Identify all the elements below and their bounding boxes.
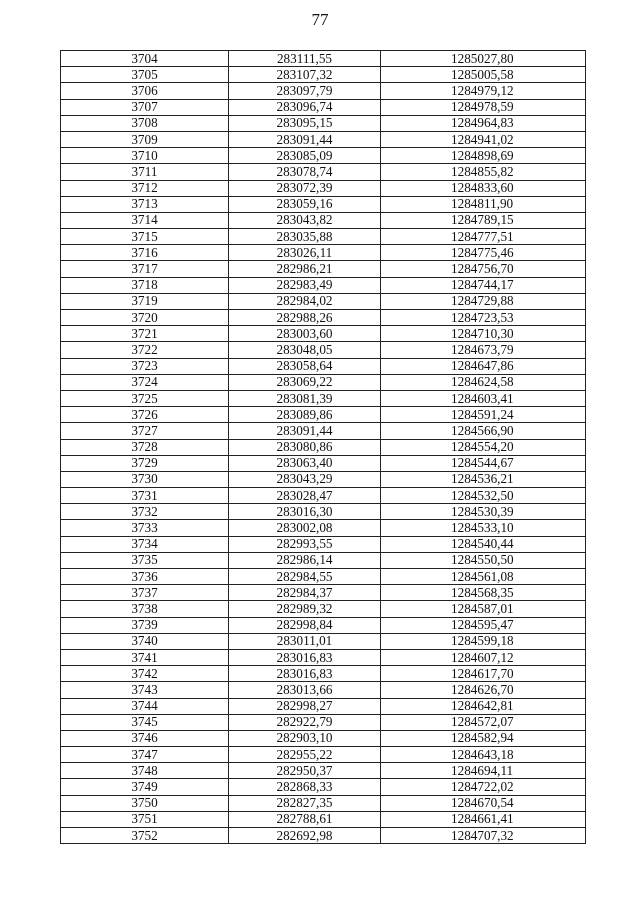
x-coordinate-cell: 282692,98	[229, 828, 381, 844]
point-number-cell: 3720	[61, 310, 229, 326]
x-coordinate-cell: 282950,37	[229, 763, 381, 779]
point-number-cell: 3725	[61, 390, 229, 406]
table-row	[61, 51, 586, 67]
table-row	[61, 293, 586, 309]
x-coordinate-cell: 283096,74	[229, 99, 381, 115]
point-number-cell: 3730	[61, 471, 229, 487]
y-coordinate-cell: 1284624,58	[381, 374, 586, 390]
table-row	[61, 374, 586, 390]
table-row	[61, 229, 586, 245]
table-row	[61, 148, 586, 164]
y-coordinate-cell: 1284811,90	[381, 196, 586, 212]
y-coordinate-cell: 1284561,08	[381, 569, 586, 585]
x-coordinate-cell: 282998,27	[229, 698, 381, 714]
x-coordinate-cell: 283016,83	[229, 649, 381, 665]
table-row	[61, 504, 586, 520]
x-coordinate-cell: 283072,39	[229, 180, 381, 196]
point-number-cell: 3732	[61, 504, 229, 520]
x-coordinate-cell: 283059,16	[229, 196, 381, 212]
y-coordinate-cell: 1284710,30	[381, 326, 586, 342]
table-row	[61, 828, 586, 844]
x-coordinate-cell: 283089,86	[229, 407, 381, 423]
table-row	[61, 180, 586, 196]
y-coordinate-cell: 1284599,18	[381, 633, 586, 649]
point-number-cell: 3751	[61, 811, 229, 827]
table-row	[61, 261, 586, 277]
y-coordinate-cell: 1284722,02	[381, 779, 586, 795]
x-coordinate-cell: 283058,64	[229, 358, 381, 374]
x-coordinate-cell: 283035,88	[229, 229, 381, 245]
table-row	[61, 342, 586, 358]
x-coordinate-cell: 282788,61	[229, 811, 381, 827]
x-coordinate-cell: 282922,79	[229, 714, 381, 730]
point-number-cell: 3712	[61, 180, 229, 196]
point-number-cell: 3717	[61, 261, 229, 277]
x-coordinate-cell: 282984,02	[229, 293, 381, 309]
point-number-cell: 3724	[61, 374, 229, 390]
y-coordinate-cell: 1284530,39	[381, 504, 586, 520]
point-number-cell: 3704	[61, 51, 229, 67]
point-number-cell: 3735	[61, 552, 229, 568]
x-coordinate-cell: 283095,15	[229, 115, 381, 131]
point-number-cell: 3726	[61, 407, 229, 423]
point-number-cell: 3743	[61, 682, 229, 698]
y-coordinate-cell: 1284707,32	[381, 828, 586, 844]
point-number-cell: 3736	[61, 569, 229, 585]
table-row	[61, 666, 586, 682]
table-row	[61, 520, 586, 536]
table-row	[61, 131, 586, 147]
y-coordinate-cell: 1284603,41	[381, 390, 586, 406]
table-row	[61, 390, 586, 406]
x-coordinate-cell: 283085,09	[229, 148, 381, 164]
table-row	[61, 649, 586, 665]
x-coordinate-cell: 283069,22	[229, 374, 381, 390]
y-coordinate-cell: 1284833,60	[381, 180, 586, 196]
x-coordinate-cell: 283048,05	[229, 342, 381, 358]
x-coordinate-cell: 283043,29	[229, 471, 381, 487]
point-number-cell: 3745	[61, 714, 229, 730]
y-coordinate-cell: 1284756,70	[381, 261, 586, 277]
x-coordinate-cell: 283026,11	[229, 245, 381, 261]
table-row	[61, 407, 586, 423]
y-coordinate-cell: 1284626,70	[381, 682, 586, 698]
point-number-cell: 3716	[61, 245, 229, 261]
table-row	[61, 536, 586, 552]
table-row	[61, 730, 586, 746]
y-coordinate-cell: 1284775,46	[381, 245, 586, 261]
point-number-cell: 3741	[61, 649, 229, 665]
x-coordinate-cell: 282868,33	[229, 779, 381, 795]
y-coordinate-cell: 1284617,70	[381, 666, 586, 682]
y-coordinate-cell: 1284582,94	[381, 730, 586, 746]
x-coordinate-cell: 283107,32	[229, 67, 381, 83]
y-coordinate-cell: 1284587,01	[381, 601, 586, 617]
y-coordinate-cell: 1284898,69	[381, 148, 586, 164]
table-row	[61, 763, 586, 779]
table-row	[61, 779, 586, 795]
y-coordinate-cell: 1284670,54	[381, 795, 586, 811]
point-number-cell: 3740	[61, 633, 229, 649]
y-coordinate-cell: 1284789,15	[381, 212, 586, 228]
x-coordinate-cell: 283063,40	[229, 455, 381, 471]
table-row	[61, 552, 586, 568]
x-coordinate-cell: 283011,01	[229, 633, 381, 649]
page-number: 77	[311, 10, 329, 29]
x-coordinate-cell: 282903,10	[229, 730, 381, 746]
x-coordinate-cell: 282988,26	[229, 310, 381, 326]
point-number-cell: 3739	[61, 617, 229, 633]
x-coordinate-cell: 282984,37	[229, 585, 381, 601]
table-row	[61, 714, 586, 730]
x-coordinate-cell: 283002,08	[229, 520, 381, 536]
x-coordinate-cell: 283016,83	[229, 666, 381, 682]
x-coordinate-cell: 283028,47	[229, 488, 381, 504]
x-coordinate-cell: 282955,22	[229, 747, 381, 763]
table-row	[61, 633, 586, 649]
y-coordinate-cell: 1284855,82	[381, 164, 586, 180]
point-number-cell: 3746	[61, 730, 229, 746]
point-number-cell: 3718	[61, 277, 229, 293]
x-coordinate-cell: 282993,55	[229, 536, 381, 552]
point-number-cell: 3737	[61, 585, 229, 601]
x-coordinate-cell: 282983,49	[229, 277, 381, 293]
x-coordinate-cell: 282986,14	[229, 552, 381, 568]
y-coordinate-cell: 1284568,35	[381, 585, 586, 601]
table-row	[61, 455, 586, 471]
x-coordinate-cell: 283078,74	[229, 164, 381, 180]
x-coordinate-cell: 283081,39	[229, 390, 381, 406]
y-coordinate-cell: 1284964,83	[381, 115, 586, 131]
y-coordinate-cell: 1284595,47	[381, 617, 586, 633]
x-coordinate-cell: 283091,44	[229, 131, 381, 147]
y-coordinate-cell: 1284544,67	[381, 455, 586, 471]
point-number-cell: 3752	[61, 828, 229, 844]
point-number-cell: 3731	[61, 488, 229, 504]
point-number-cell: 3748	[61, 763, 229, 779]
x-coordinate-cell: 283097,79	[229, 83, 381, 99]
table-row	[61, 310, 586, 326]
table-row	[61, 585, 586, 601]
x-coordinate-cell: 283016,30	[229, 504, 381, 520]
y-coordinate-cell: 1285005,58	[381, 67, 586, 83]
point-number-cell: 3722	[61, 342, 229, 358]
table-row	[61, 196, 586, 212]
point-number-cell: 3714	[61, 212, 229, 228]
y-coordinate-cell: 1284978,59	[381, 99, 586, 115]
y-coordinate-cell: 1284607,12	[381, 649, 586, 665]
point-number-cell: 3729	[61, 455, 229, 471]
point-number-cell: 3713	[61, 196, 229, 212]
table-row	[61, 601, 586, 617]
table-row	[61, 83, 586, 99]
y-coordinate-cell: 1284554,20	[381, 439, 586, 455]
y-coordinate-cell: 1284642,81	[381, 698, 586, 714]
table-row	[61, 747, 586, 763]
x-coordinate-cell: 282998,84	[229, 617, 381, 633]
table-row	[61, 277, 586, 293]
table-row	[61, 811, 586, 827]
point-number-cell: 3744	[61, 698, 229, 714]
y-coordinate-cell: 1284536,21	[381, 471, 586, 487]
table-row	[61, 569, 586, 585]
table-row	[61, 682, 586, 698]
y-coordinate-cell: 1284673,79	[381, 342, 586, 358]
point-number-cell: 3734	[61, 536, 229, 552]
y-coordinate-cell: 1284723,53	[381, 310, 586, 326]
x-coordinate-cell: 282989,32	[229, 601, 381, 617]
table-row	[61, 67, 586, 83]
point-number-cell: 3738	[61, 601, 229, 617]
x-coordinate-cell: 283111,55	[229, 51, 381, 67]
y-coordinate-cell: 1284694,11	[381, 763, 586, 779]
x-coordinate-cell: 283013,66	[229, 682, 381, 698]
point-number-cell: 3708	[61, 115, 229, 131]
table-row	[61, 115, 586, 131]
y-coordinate-cell: 1284532,50	[381, 488, 586, 504]
y-coordinate-cell: 1284643,18	[381, 747, 586, 763]
point-number-cell: 3727	[61, 423, 229, 439]
point-number-cell: 3728	[61, 439, 229, 455]
table-row	[61, 617, 586, 633]
coordinates-table-body	[61, 51, 586, 844]
y-coordinate-cell: 1284550,50	[381, 552, 586, 568]
y-coordinate-cell: 1284941,02	[381, 131, 586, 147]
point-number-cell: 3723	[61, 358, 229, 374]
table-row	[61, 358, 586, 374]
x-coordinate-cell: 283080,86	[229, 439, 381, 455]
point-number-cell: 3709	[61, 131, 229, 147]
y-coordinate-cell: 1284729,88	[381, 293, 586, 309]
coordinates-table	[60, 50, 586, 844]
point-number-cell: 3749	[61, 779, 229, 795]
point-number-cell: 3710	[61, 148, 229, 164]
y-coordinate-cell: 1284777,51	[381, 229, 586, 245]
table-row	[61, 423, 586, 439]
point-number-cell: 3705	[61, 67, 229, 83]
y-coordinate-cell: 1284979,12	[381, 83, 586, 99]
table-row	[61, 212, 586, 228]
table-row	[61, 698, 586, 714]
table-row	[61, 245, 586, 261]
table-row	[61, 439, 586, 455]
table-row	[61, 471, 586, 487]
x-coordinate-cell: 283043,82	[229, 212, 381, 228]
point-number-cell: 3711	[61, 164, 229, 180]
x-coordinate-cell: 282984,55	[229, 569, 381, 585]
y-coordinate-cell: 1285027,80	[381, 51, 586, 67]
y-coordinate-cell: 1284647,86	[381, 358, 586, 374]
x-coordinate-cell: 283003,60	[229, 326, 381, 342]
point-number-cell: 3742	[61, 666, 229, 682]
point-number-cell: 3747	[61, 747, 229, 763]
y-coordinate-cell: 1284591,24	[381, 407, 586, 423]
x-coordinate-cell: 283091,44	[229, 423, 381, 439]
point-number-cell: 3715	[61, 229, 229, 245]
y-coordinate-cell: 1284661,41	[381, 811, 586, 827]
point-number-cell: 3750	[61, 795, 229, 811]
point-number-cell: 3721	[61, 326, 229, 342]
x-coordinate-cell: 282827,35	[229, 795, 381, 811]
x-coordinate-cell: 282986,21	[229, 261, 381, 277]
y-coordinate-cell: 1284744,17	[381, 277, 586, 293]
point-number-cell: 3733	[61, 520, 229, 536]
y-coordinate-cell: 1284572,07	[381, 714, 586, 730]
table-row	[61, 488, 586, 504]
table-row	[61, 99, 586, 115]
point-number-cell: 3706	[61, 83, 229, 99]
point-number-cell: 3707	[61, 99, 229, 115]
table-row	[61, 795, 586, 811]
table-row	[61, 326, 586, 342]
y-coordinate-cell: 1284540,44	[381, 536, 586, 552]
y-coordinate-cell: 1284533,10	[381, 520, 586, 536]
y-coordinate-cell: 1284566,90	[381, 423, 586, 439]
point-number-cell: 3719	[61, 293, 229, 309]
table-row	[61, 164, 586, 180]
